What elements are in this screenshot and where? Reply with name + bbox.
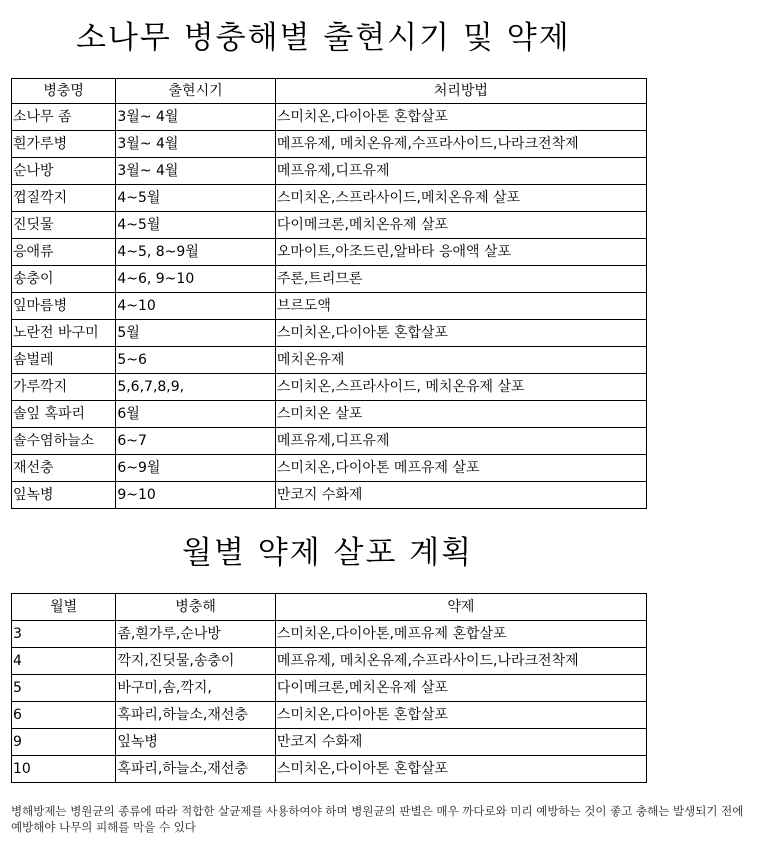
pest-name-cell: 진딧물 — [12, 212, 116, 239]
period-cell: 6월 — [116, 401, 276, 428]
table-row — [12, 293, 647, 320]
treatment-cell: 스미치온,스프라사이드,메치온유제 살포 — [275, 185, 646, 212]
column-header-pest: 병충명 — [12, 79, 116, 104]
chemical-cell: 스미치온,다이아톤 혼합살포 — [275, 702, 646, 729]
table-row — [12, 131, 647, 158]
table-row — [12, 212, 647, 239]
pest-name-cell: 껍질깍지 — [12, 185, 116, 212]
period-cell: 5,6,7,8,9, — [116, 374, 276, 401]
pest-name-cell: 솔잎 혹파리 — [12, 401, 116, 428]
pest-timing-table — [11, 78, 647, 509]
treatment-cell: 스미치온,다이아톤 혼합살포 — [275, 104, 646, 131]
period-cell: 6~7 — [116, 428, 276, 455]
month-cell: 3 — [12, 621, 116, 648]
table-row — [12, 621, 647, 648]
pest-name-cell: 흰가루병 — [12, 131, 116, 158]
month-cell: 9 — [12, 729, 116, 756]
table-row — [12, 401, 647, 428]
table-row — [12, 482, 647, 509]
chemical-cell: 메프유제, 메치온유제,수프라사이드,나라크전착제 — [275, 648, 646, 675]
treatment-cell: 메프유제,디프유제 — [275, 428, 646, 455]
monthly-plan-title: 월별 약제 살포 계획 — [182, 535, 474, 571]
period-cell: 3월~ 4월 — [116, 131, 276, 158]
pest-name-cell: 소나무 좀 — [12, 104, 116, 131]
table-header-row — [12, 594, 647, 621]
treatment-cell: 메프유제, 메치온유제,수프라사이드,나라크전착제 — [275, 131, 646, 158]
pest-table-title: 소나무 병충해별 출현시기 및 약제 — [76, 20, 571, 56]
pest-name-cell: 잎마름병 — [12, 293, 116, 320]
pests-cell: 혹파리,하늘소,재선충 — [116, 702, 276, 729]
pests-cell: 혹파리,하늘소,재선충 — [116, 756, 276, 783]
table-row — [12, 320, 647, 347]
table-row — [12, 158, 647, 185]
table-row — [12, 648, 647, 675]
period-cell: 5~6 — [116, 347, 276, 374]
treatment-cell: 메치온유제 — [275, 347, 646, 374]
table-header-row — [12, 79, 647, 104]
period-cell: 6~9월 — [116, 455, 276, 482]
treatment-cell: 오마이트,아조드린,알바타 응애액 살포 — [275, 239, 646, 266]
treatment-cell: 스미치온,다이아톤 메프유제 살포 — [275, 455, 646, 482]
table-row — [12, 702, 647, 729]
pest-name-cell: 솔수염하늘소 — [12, 428, 116, 455]
period-cell: 4~10 — [116, 293, 276, 320]
table-row — [12, 675, 647, 702]
treatment-cell: 만코지 수화제 — [275, 482, 646, 509]
pest-name-cell: 순나방 — [12, 158, 116, 185]
table-row — [12, 729, 647, 756]
month-cell: 4 — [12, 648, 116, 675]
period-cell: 4~5월 — [116, 212, 276, 239]
table-row — [12, 266, 647, 293]
monthly-spray-table — [11, 593, 647, 783]
pest-name-cell: 잎녹병 — [12, 482, 116, 509]
table-row — [12, 756, 647, 783]
pests-cell: 바구미,솜,깍지, — [116, 675, 276, 702]
pest-name-cell: 노란전 바구미 — [12, 320, 116, 347]
period-cell: 4~5, 8~9월 — [116, 239, 276, 266]
pest-name-cell: 재선충 — [12, 455, 116, 482]
period-cell: 3월~ 4월 — [116, 158, 276, 185]
pest-name-cell: 가루깍지 — [12, 374, 116, 401]
month-cell: 10 — [12, 756, 116, 783]
chemical-cell: 만코지 수화제 — [275, 729, 646, 756]
treatment-cell: 메프유제,디프유제 — [275, 158, 646, 185]
table-row — [12, 347, 647, 374]
column-header-period: 출현시기 — [116, 79, 276, 104]
period-cell: 4~5월 — [116, 185, 276, 212]
month-cell: 6 — [12, 702, 116, 729]
treatment-cell: 다이메크론,메치온유제 살포 — [275, 212, 646, 239]
column-header-treatment: 처리방법 — [275, 79, 646, 104]
pests-cell: 잎녹병 — [116, 729, 276, 756]
month-cell: 5 — [12, 675, 116, 702]
treatment-cell: 스미치온,다이아톤 혼합살포 — [275, 320, 646, 347]
table-row — [12, 374, 647, 401]
table-row — [12, 239, 647, 266]
period-cell: 3월~ 4월 — [116, 104, 276, 131]
column-header-pests: 병충해 — [116, 594, 276, 621]
table-row — [12, 185, 647, 212]
period-cell: 9~10 — [116, 482, 276, 509]
footer-note: 병해방제는 병원균의 종류에 따라 적합한 살균제를 사용하여야 하며 병원균의 판별은 매우 까다로와 미리 예방하는 것이 좋고 충해는 발생되기 전에 예방해야 나무의 피해를 막을 수 있다 — [11, 804, 744, 834]
chemical-cell: 스미치온,다이아톤,메프유제 혼합살포 — [275, 621, 646, 648]
period-cell: 4~6, 9~10 — [116, 266, 276, 293]
period-cell: 5월 — [116, 320, 276, 347]
treatment-cell: 브르도액 — [275, 293, 646, 320]
chemical-cell: 스미치온,다이아톤 혼합살포 — [275, 756, 646, 783]
treatment-cell: 스미치온 살포 — [275, 401, 646, 428]
column-header-month: 월별 — [12, 594, 116, 621]
table-row — [12, 455, 647, 482]
table-row — [12, 104, 647, 131]
pest-name-cell: 솜벌레 — [12, 347, 116, 374]
treatment-cell: 주론,트리므론 — [275, 266, 646, 293]
table-row — [12, 428, 647, 455]
treatment-cell: 스미치온,스프라사이드, 메치온유제 살포 — [275, 374, 646, 401]
pest-name-cell: 응애류 — [12, 239, 116, 266]
pest-name-cell: 송충이 — [12, 266, 116, 293]
column-header-chemical: 약제 — [275, 594, 646, 621]
pests-cell: 깍지,진딧물,송충이 — [116, 648, 276, 675]
pests-cell: 좀,흰가루,순나방 — [116, 621, 276, 648]
chemical-cell: 다이메크론,메치온유제 살포 — [275, 675, 646, 702]
